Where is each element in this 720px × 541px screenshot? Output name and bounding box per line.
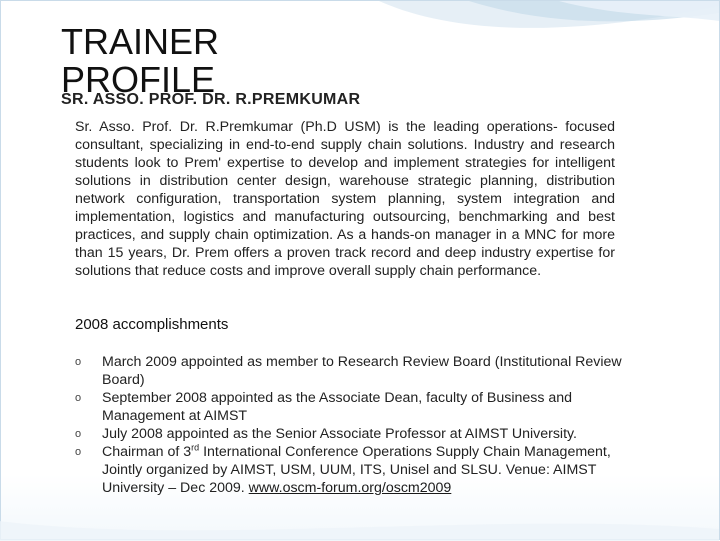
list-item-text: September 2008 appointed as the Associate Dean, faculty of Business and Management at AIMST	[102, 390, 573, 424]
list-item	[75, 353, 635, 389]
accomplishments-list	[75, 353, 635, 497]
list-item	[75, 389, 635, 425]
ordinal-suffix: rd	[191, 442, 200, 453]
bullet-icon: o	[75, 446, 82, 458]
list-item	[75, 425, 635, 443]
bullet-icon: o	[75, 428, 82, 440]
slide-title: TRAINER PROFILE	[61, 21, 220, 100]
list-item-text: July 2008 appointed as the Senior Associate Professor at AIMST University.	[102, 426, 578, 442]
list-item	[75, 443, 635, 497]
slide-subtitle: SR. ASSO. PROF. DR. R.PREMKUMAR	[61, 91, 361, 108]
bio-paragraph: Sr. Asso. Prof. Dr. R.Premkumar (Ph.D USM) is the leading operations- focused consultant, specializing in end-to-end supply chain solutions. Industry and research students look to Prem' expertise to develop and implement strategies for intelligent solutions in distribution center design, warehouse strategic planning, distribution network configuration, transportation system planning, system integration and implementation, logistics and manufacturing outsourcing, benchmarking and best practices, and supply chain optimization. As a hands-on manager in a MNC for more than 15 years, Dr. Prem offers a proven track record and deep industry expertise for solutions that reduce costs and improve overall supply chain performance.	[75, 119, 615, 279]
conference-link[interactable]: www.oscm-forum.org/oscm2009	[248, 480, 452, 496]
accomplishments-heading: 2008 accomplishments	[75, 316, 229, 333]
list-item-text-end: International Conference Operations Supply Chain Management, Jointly organized by AIMST, USM, UUM, ITS, Unisel and SLSU. Venue: AIMST University – Dec 2009.	[102, 444, 611, 496]
list-item-text	[102, 444, 611, 496]
bullet-icon: o	[75, 356, 82, 368]
bullet-icon: o	[75, 392, 82, 404]
list-item-text: March 2009 appointed as member to Research Review Board (Institutional Review Board)	[102, 354, 622, 388]
list-item-text-start: Chairman of 3	[102, 444, 192, 460]
